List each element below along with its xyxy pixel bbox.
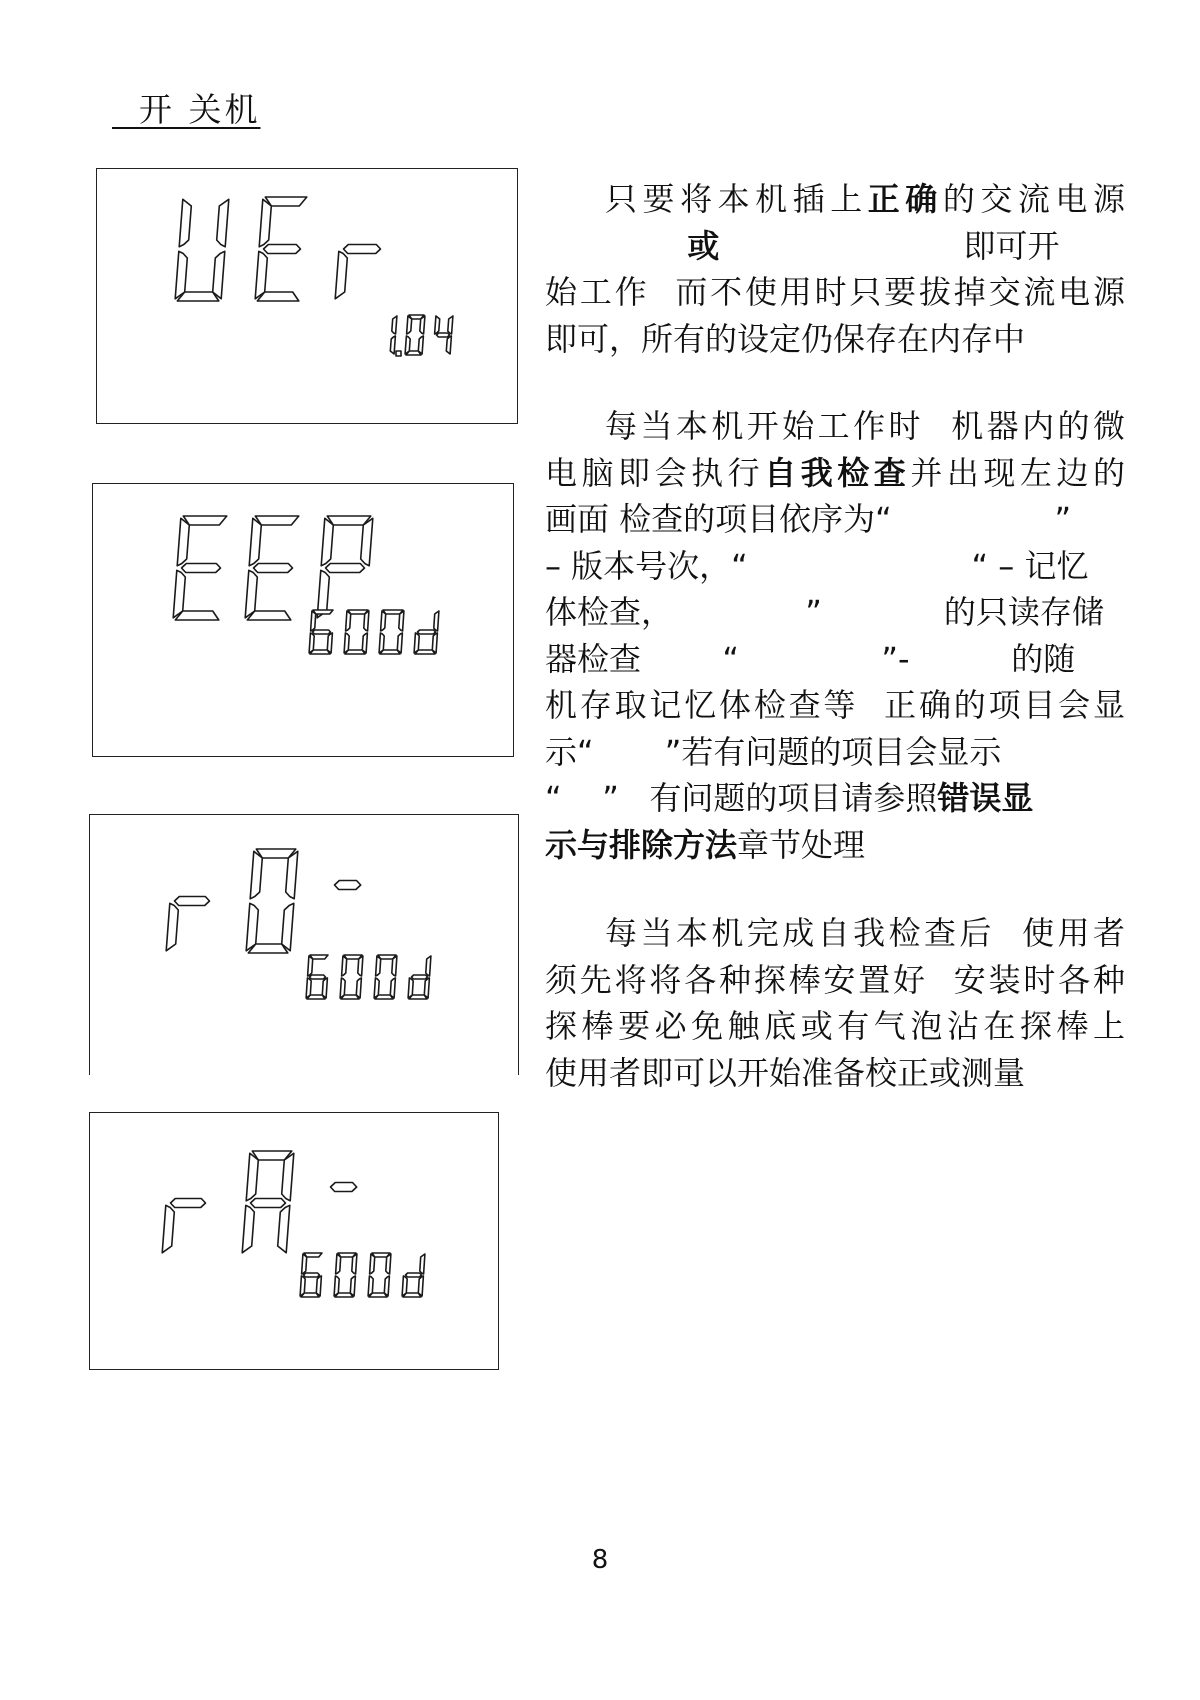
lcd-segment <box>405 336 410 354</box>
lcd-panel-version <box>96 168 518 424</box>
lcd-segment <box>352 1254 357 1274</box>
lcd-segment <box>304 1273 320 1277</box>
lcd-panel-ram <box>89 1112 499 1370</box>
lcd-segment <box>434 611 439 631</box>
lcd-digit <box>331 1183 357 1192</box>
lcd-segment <box>255 516 298 525</box>
bold-text-run: 或 <box>687 226 720 265</box>
lcd-segment <box>368 1276 373 1296</box>
text-run: 每当本机开始工作时 机器内的微 <box>605 407 1125 445</box>
lcd-segment <box>173 570 185 618</box>
text-line <box>545 316 1125 362</box>
lcd-digit <box>175 199 229 301</box>
text-run: 器检查 “ ”- 的随 <box>545 639 1076 678</box>
text-run: 使用者即可以开始准备校正或测量 <box>545 1053 1026 1092</box>
bold-text-run: 错误显 <box>937 779 1034 817</box>
text-run: – 版本号次，“ “ – 记忆 <box>545 546 1089 585</box>
lcd-segment <box>399 611 404 631</box>
lcd-segment <box>437 333 450 337</box>
lcd-segment <box>448 316 453 334</box>
lcd-segment <box>392 956 397 976</box>
page-number: 8 <box>591 1545 609 1575</box>
lcd-digit <box>335 881 361 890</box>
text-run <box>545 227 687 265</box>
lcd-segment <box>420 316 425 334</box>
lcd-segment <box>379 633 384 653</box>
lcd-segment <box>335 251 347 298</box>
lcd-segment <box>166 903 178 951</box>
lcd-segment <box>326 564 365 573</box>
lcd-digit <box>379 610 404 654</box>
lcd-segment <box>300 1276 305 1296</box>
lcd-segment <box>306 978 311 998</box>
text-line <box>545 775 1125 821</box>
lcd-segment <box>420 1254 425 1274</box>
text-line <box>545 729 1125 775</box>
lcd-segment <box>426 956 431 976</box>
lcd-segment <box>346 611 351 631</box>
lcd-panel-eeprom <box>92 483 514 757</box>
text-run: 机存取记忆体检查等 正确的项目会显 <box>545 686 1125 724</box>
text-line <box>545 1050 1125 1096</box>
lcd-segment <box>282 1153 294 1201</box>
text-run: 即可开 <box>719 226 1060 265</box>
lcd-segment <box>342 956 347 976</box>
lcd-digit <box>245 516 299 620</box>
lcd-digit <box>390 316 397 354</box>
lcd-digit <box>334 1253 357 1297</box>
text-run: 须先将将各种探棒安置好 安装时各种 <box>545 960 1125 999</box>
text-line <box>605 403 1125 449</box>
lcd-digit <box>162 1199 205 1253</box>
text-run: 始工作 而不使用时只要拔掉交流电源 <box>545 273 1125 311</box>
text-run: 的交流电源 <box>942 180 1125 218</box>
lcd-segment <box>390 336 395 354</box>
lcd-segment <box>374 978 379 998</box>
lcd-segment <box>286 851 298 899</box>
lcd-digit <box>317 516 373 618</box>
lcd-segment <box>179 199 191 247</box>
lcd-segment <box>364 611 369 631</box>
text-line <box>545 223 1125 269</box>
lcd-segment <box>358 956 363 976</box>
lcd-digit <box>435 316 453 354</box>
lcd-digit <box>405 315 425 355</box>
lcd-segment <box>386 1254 391 1274</box>
lcd-segment <box>321 518 333 566</box>
text-line <box>545 682 1125 728</box>
text-run: 并出现左边的 <box>910 453 1125 492</box>
lcd-digit <box>173 516 227 620</box>
lcd-segment <box>407 316 412 334</box>
lcd-segment <box>335 881 361 890</box>
lcd-segment <box>344 245 381 254</box>
lcd-segment <box>162 1205 174 1253</box>
lcd-segment <box>255 251 267 298</box>
lcd-decimal-point <box>396 351 401 356</box>
lcd-segment <box>217 199 229 247</box>
lcd-segment <box>309 633 314 653</box>
lcd-segment <box>313 630 331 634</box>
lcd-segment <box>245 570 257 618</box>
lcd-segment <box>311 611 316 631</box>
lcd-digit <box>374 955 397 999</box>
text-line <box>545 822 1125 868</box>
lcd-digit <box>414 611 439 654</box>
lcd-segment <box>334 1276 339 1296</box>
section-title: 开 关机 <box>112 90 261 129</box>
text-line <box>545 1003 1125 1049</box>
lcd-segment <box>259 199 271 247</box>
lcd-segment <box>361 518 373 566</box>
lcd-segment <box>336 1254 341 1274</box>
lcd-digit <box>344 610 369 654</box>
lcd-panel-rom <box>89 814 519 1075</box>
lcd-segment <box>381 611 386 631</box>
lcd-segment <box>392 316 397 334</box>
text-run: 探棒要必免触底或有气泡沾在探棒上 <box>545 1007 1125 1045</box>
text-line <box>545 636 1125 682</box>
lcd-digit <box>255 197 307 301</box>
lcd-digit <box>368 1253 391 1297</box>
lcd-digit <box>166 897 209 951</box>
lcd-segment <box>213 251 225 298</box>
lcd-segment <box>446 336 451 354</box>
lcd-segment <box>402 1276 407 1296</box>
lcd-digit <box>335 245 380 299</box>
text-run: 即可，所有的设定仍保存在内存中 <box>545 319 1026 358</box>
lcd-digit <box>246 849 298 953</box>
lcd-digit <box>306 955 328 999</box>
lcd-segment <box>175 897 210 906</box>
lcd-segment-display <box>90 1113 498 1369</box>
text-line <box>545 957 1125 1003</box>
text-run: 示“ ”若有问题的项目会显示 <box>545 732 1002 771</box>
lcd-segment <box>370 1254 375 1274</box>
lcd-segment-display <box>90 815 518 1075</box>
lcd-segment <box>246 1153 258 1201</box>
bold-text-run: 正确 <box>867 180 943 218</box>
lcd-digit <box>309 610 333 654</box>
text-line <box>545 269 1125 315</box>
text-run: 体检查， ” 的只读存储 <box>545 593 1104 631</box>
lcd-segment <box>175 251 187 298</box>
lcd-digit <box>402 1254 425 1297</box>
lcd-segment <box>265 197 307 206</box>
lcd-digit <box>408 956 431 999</box>
lcd-segment <box>340 978 345 998</box>
lcd-segment <box>418 630 436 634</box>
text-run: 章节处理 <box>737 825 866 864</box>
lcd-segment <box>376 956 381 976</box>
lcd-segment <box>254 564 293 573</box>
text-line <box>545 450 1125 496</box>
lcd-segment <box>249 518 261 566</box>
lcd-digit <box>242 1151 294 1253</box>
text-line <box>545 589 1125 635</box>
lcd-segment <box>246 903 258 951</box>
lcd-segment <box>171 1199 206 1208</box>
lcd-segment <box>251 1199 286 1208</box>
text-line <box>605 910 1125 956</box>
lcd-segment <box>406 1273 422 1277</box>
bold-text-run: 自我检查 <box>764 453 911 492</box>
lcd-segment <box>412 975 428 979</box>
text-line <box>545 543 1125 589</box>
text-line <box>545 496 1125 542</box>
lcd-segment <box>242 1205 254 1253</box>
lcd-segment-display <box>93 484 513 756</box>
lcd-segment <box>177 518 189 566</box>
lcd-digit <box>300 1253 322 1297</box>
text-run: “ ” 有问题的项目请参照 <box>545 779 938 817</box>
text-run: 只要将本机插上 <box>605 180 868 218</box>
lcd-segment <box>302 1254 307 1274</box>
text-run: 每当本机完成自我检查后 使用者 <box>605 914 1125 952</box>
text-line <box>605 176 1125 222</box>
lcd-segment <box>344 633 349 653</box>
lcd-segment <box>435 316 440 334</box>
text-run: 电脑即会执行 <box>545 453 765 492</box>
lcd-segment <box>308 956 313 976</box>
lcd-digit <box>340 955 363 999</box>
bold-text-run: 示与排除方法 <box>545 825 738 864</box>
lcd-segment-display <box>97 169 517 423</box>
lcd-segment <box>282 903 294 951</box>
lcd-segment <box>331 1183 357 1192</box>
lcd-segment <box>278 1205 290 1253</box>
text-run: 画面 检查的项目依序为“ ” <box>545 500 1072 538</box>
lcd-segment <box>310 975 326 979</box>
lcd-segment <box>182 564 221 573</box>
lcd-segment <box>264 245 301 254</box>
lcd-segment <box>408 978 413 998</box>
lcd-segment <box>414 633 419 653</box>
lcd-segment <box>250 851 262 899</box>
lcd-segment <box>183 516 227 525</box>
